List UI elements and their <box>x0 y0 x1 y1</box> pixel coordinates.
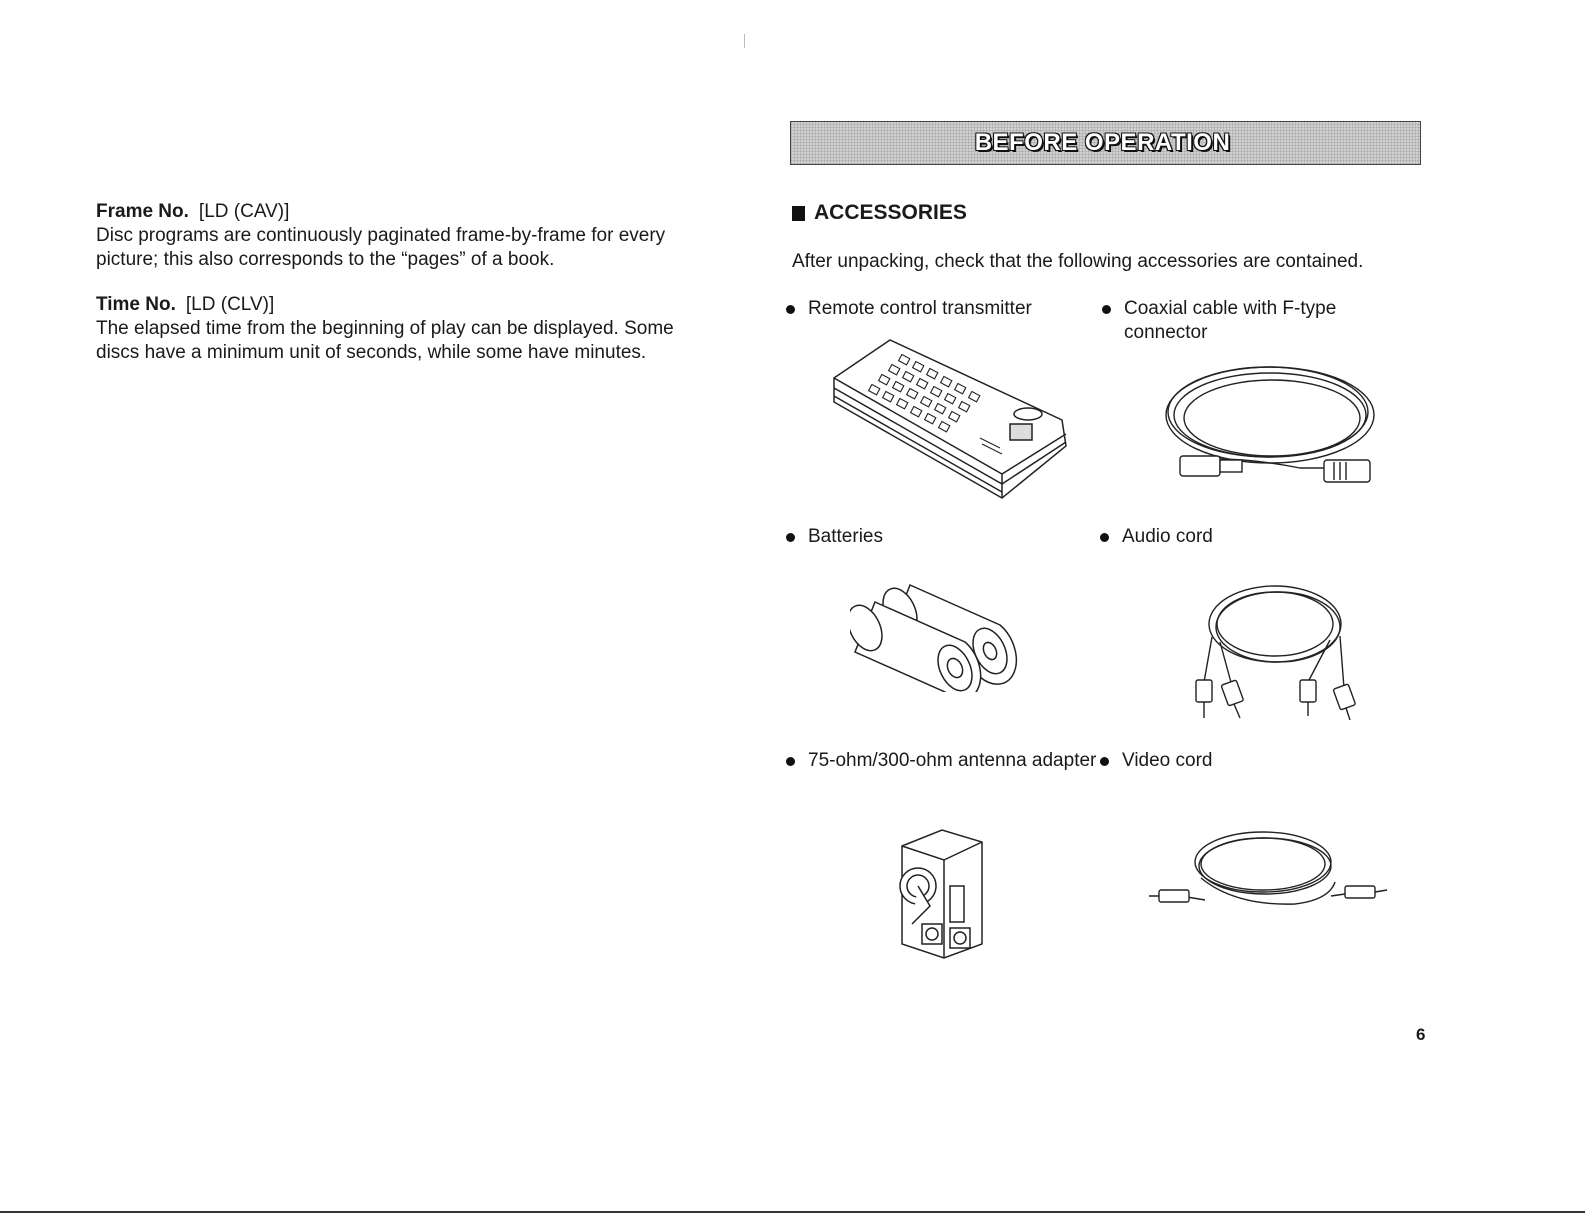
video-cord-icon <box>1145 826 1390 918</box>
coaxial-cable-icon <box>1160 360 1380 490</box>
audio-cord-icon <box>1190 582 1360 722</box>
bullet-icon <box>786 757 795 766</box>
bullet-icon <box>1102 305 1111 314</box>
glossary-term-heading <box>96 293 696 317</box>
bullet-icon <box>1100 533 1109 542</box>
chapter-title: BEFORE OPERATION <box>974 129 1231 156</box>
section-title: ACCESSORIES <box>814 201 967 224</box>
page-number: 6 <box>1416 1025 1426 1044</box>
glossary-definition: The elapsed time from the beginning of play can be displayed. Some discs have a minimum unit of seconds, while some have minutes. <box>96 318 674 363</box>
batteries-icon <box>850 577 1020 692</box>
glossary-term-heading <box>96 200 696 224</box>
remote-control-icon <box>830 338 1070 500</box>
accessory-label: Video cord <box>1122 750 1213 771</box>
bullet-icon <box>1100 757 1109 766</box>
bullet-icon <box>786 533 795 542</box>
glossary-entry-time-no <box>96 293 696 365</box>
bullet-icon <box>786 305 795 314</box>
glossary-term: Time No. <box>96 294 176 315</box>
glossary-definition: Disc programs are continuously paginated frame-by-frame for every picture; this also corresponds to the “pages” of a book. <box>96 225 666 270</box>
accessory-item-audio-cord <box>1098 525 1382 549</box>
accessory-label: Remote control transmitter <box>808 298 1032 319</box>
antenna-adapter-icon <box>882 826 992 961</box>
glossary-qualifier: [LD (CLV)] <box>185 294 275 315</box>
page-bottom-rule <box>0 1211 1585 1213</box>
section-heading <box>792 201 967 225</box>
accessory-item-video-cord <box>1098 749 1382 773</box>
accessory-item-coaxial-cable <box>1100 297 1384 345</box>
glossary-term: Frame No. <box>96 201 189 222</box>
accessory-item-remote <box>784 297 1108 321</box>
glossary-entry-frame-no <box>96 200 696 272</box>
glossary-qualifier: [LD (CAV)] <box>198 201 290 222</box>
accessory-label: 75-ohm/300-ohm antenna adapter <box>808 750 1097 771</box>
spine-mark <box>744 34 745 48</box>
accessory-label: Coaxial cable with F-type connector <box>1124 298 1337 343</box>
chapter-banner <box>790 121 1421 165</box>
accessory-label: Audio cord <box>1122 526 1213 547</box>
accessory-item-batteries <box>784 525 1088 549</box>
section-marker-icon <box>792 206 805 221</box>
accessory-item-antenna-adapter <box>784 749 1098 773</box>
intro-text: After unpacking, check that the following accessories are contained. <box>792 251 1364 272</box>
accessory-label: Batteries <box>808 526 883 547</box>
